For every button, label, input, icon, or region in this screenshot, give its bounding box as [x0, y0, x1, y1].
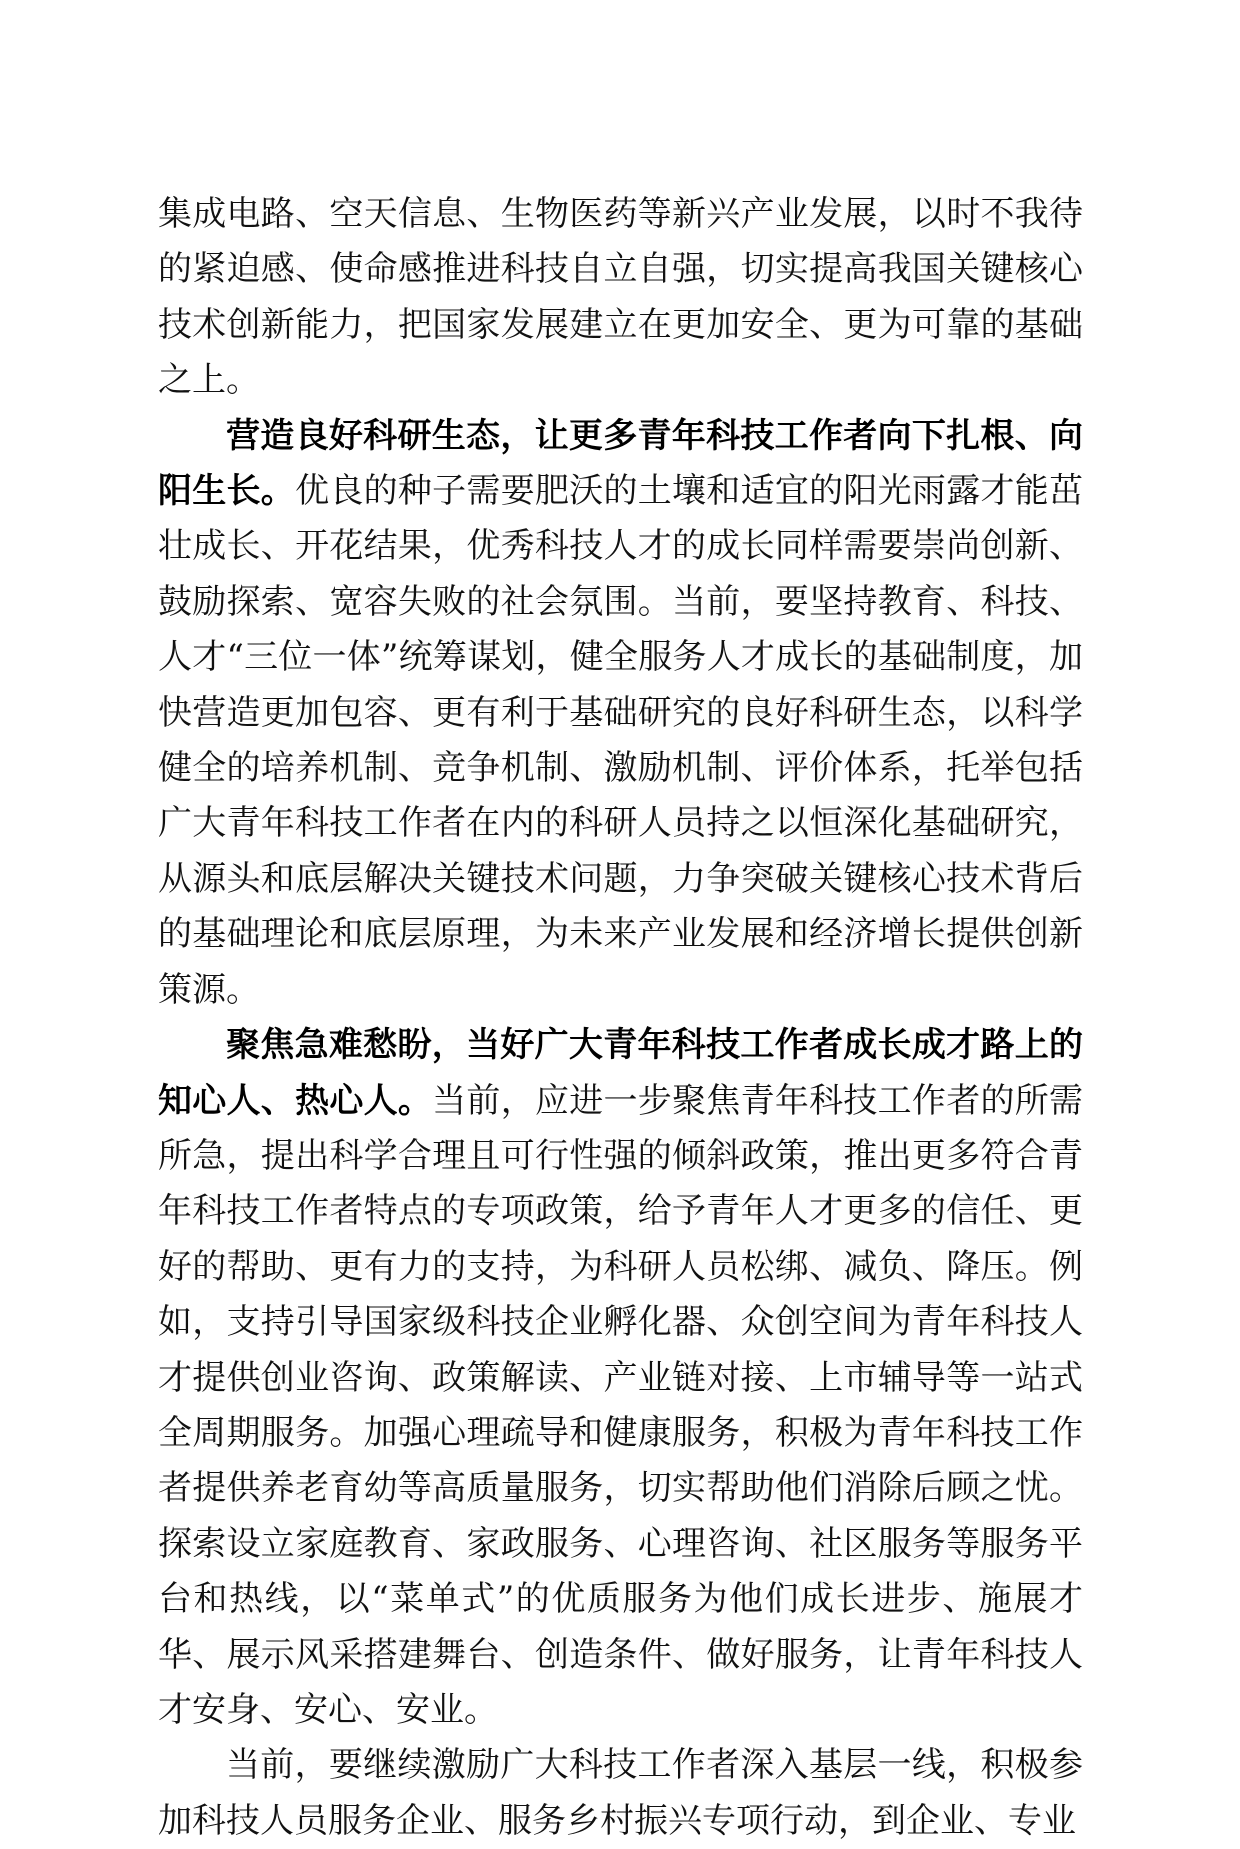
paragraph-urgent-needs — [158, 1018, 1083, 1738]
paragraph-text: 当前，要继续激励广大科技工作者深入基层一线，积极参加科技人员服务企业、服务乡村振兴专项行动，到企业、专业 — [158, 1745, 1083, 1841]
paragraph-research-ecology — [158, 409, 1083, 1018]
paragraph-text: 当前，应进一步聚焦青年科技工作者的所需所急，提出科学合理且可行性强的倾斜政策，推出更多符合青年科技工作者特点的专项政策，给予青年人才更多的信任、更好的帮助、更有力的支持，为科研人员松绑、减负、降压。例如，支持引导国家级科技企业孵化器、众创空间为青年科技人才提供创业咨询、政策解读、产业链对接、上市辅导等一站式全周期服务。加强心理疏导和健康服务，积极为青年科技工作者提供养老育幼等高质量服务，切实帮助他们消除后顾之忧。探索设立家庭教育、家政服务、心理咨询、社区服务等服务平台和热线，以“菜单式”的优质服务为他们成长进步、施展才华、展示风采搭建舞台、创造条件、做好服务，让青年科技人才安身、安心、安业。 — [158, 1080, 1084, 1730]
paragraph-text: 集成电路、空天信息、生物医药等新兴产业发展，以时不我待的紧迫感、使命感推进科技自立自强，切实提高我国关键核心技术创新能力，把国家发展建立在更加安全、更为可靠的基础之上。 — [158, 194, 1083, 401]
paragraph-lead: 营造良好科研生态，让更多青年科技工作者向下扎根、向阳生长。 — [158, 415, 1083, 512]
paragraph-lead: 聚焦急难愁盼，当好广大青年科技工作者成长成才路上的知心人、热心人。 — [158, 1025, 1083, 1121]
paragraph-grassroots — [158, 1738, 1083, 1849]
paragraph-continuation — [158, 187, 1083, 409]
paragraph-text: 优良的种子需要肥沃的土壤和适宜的阳光雨露才能茁壮成长、开花结果，优秀科技人才的成长同样需要崇尚创新、鼓励探索、宽容失败的社会氛围。当前，要坚持教育、科技、人才“三位一体”统筹谋划，健全服务人才成长的基础制度，加快营造更加包容、更有利于基础研究的良好科研生态，以科学健全的培养机制、竞争机制、激励机制、评价体系，托举包括广大青年科技工作者在内的科研人员持之以恒深化基础研究，从源头和底层解决关键技术问题，力争突破关键核心技术背后的基础理论和底层原理，为未来产业发展和经济增长提供创新策源。 — [158, 471, 1083, 1010]
document-body — [158, 187, 1083, 1849]
